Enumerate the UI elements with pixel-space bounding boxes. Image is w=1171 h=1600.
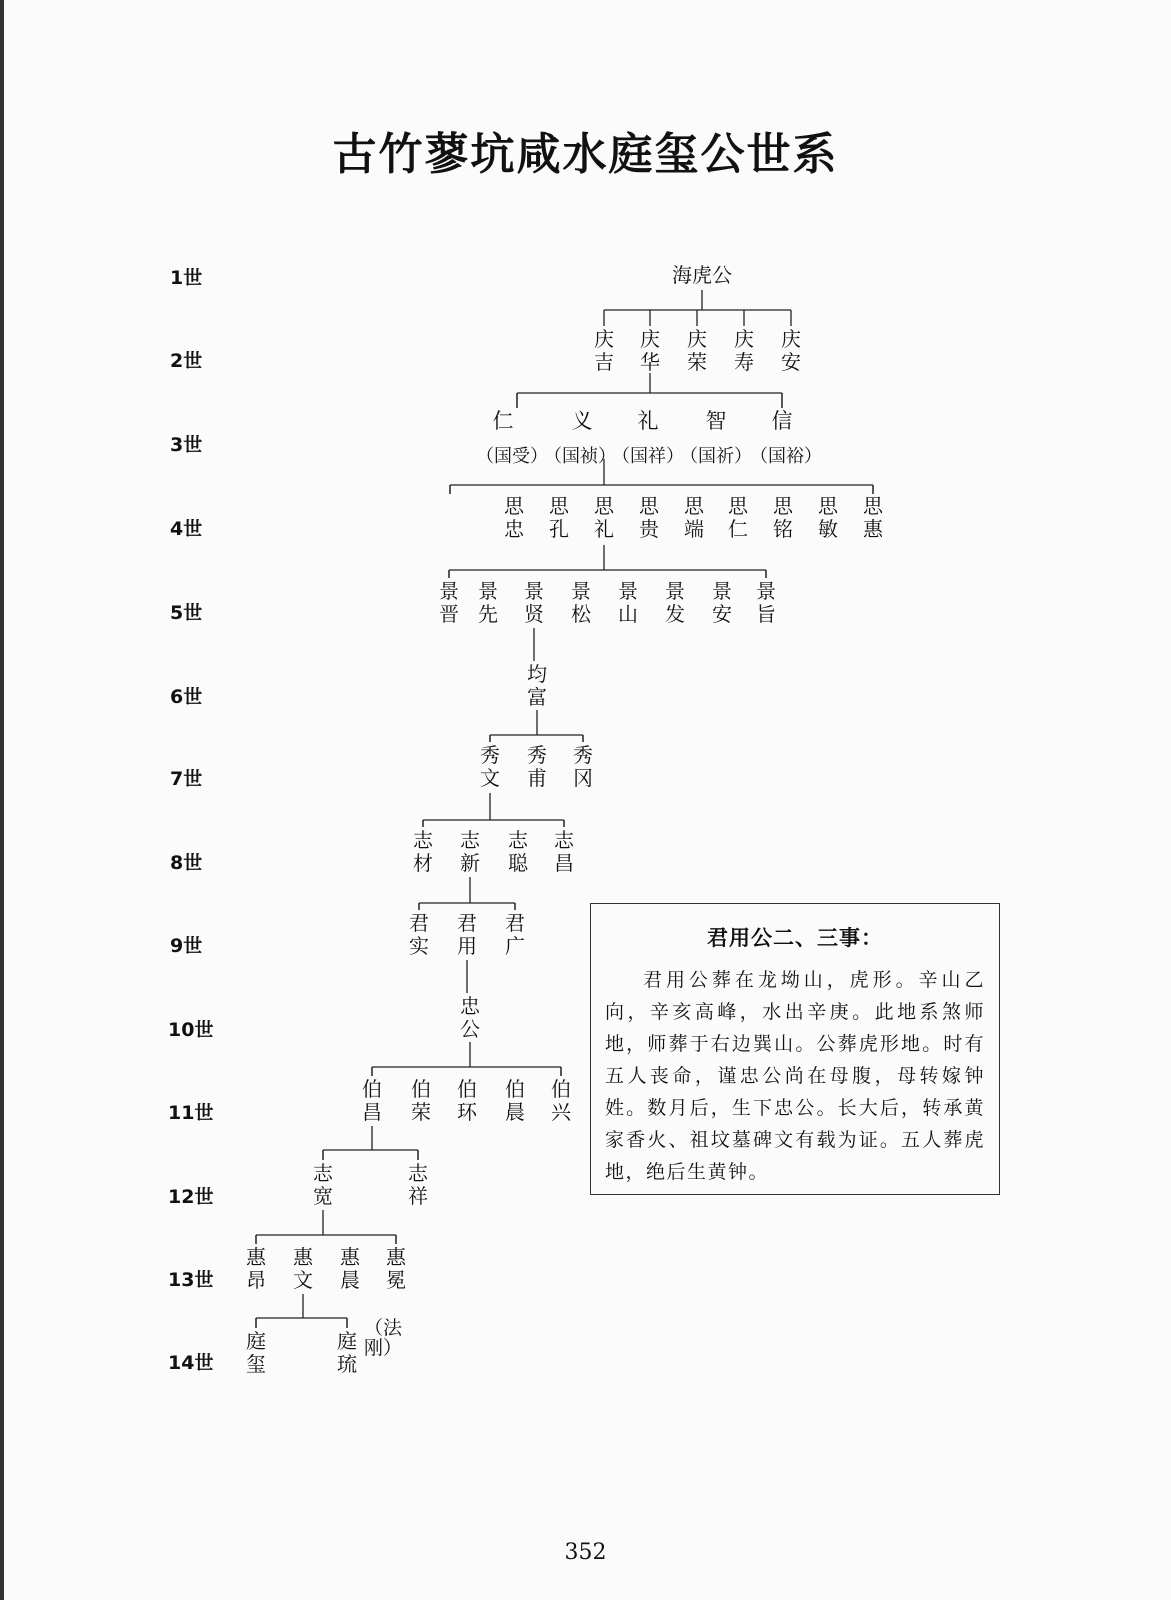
person-name: 伯环	[457, 1077, 477, 1124]
person-name: 志聪	[508, 828, 528, 875]
person-name: 景发	[665, 579, 685, 626]
generation-label: 1世	[170, 267, 203, 289]
person-name: 景山	[618, 579, 638, 626]
person-name: 秀文	[480, 743, 500, 790]
person-name: 景安	[712, 579, 732, 626]
person-name: 思惠	[863, 494, 883, 541]
person-name: 庆吉	[594, 327, 614, 374]
note-box	[590, 903, 1000, 1195]
alt-name: （国受）	[476, 446, 548, 467]
person-name: 智	[705, 409, 727, 433]
page-title: 古竹蓼坑咸水庭玺公世系	[332, 129, 839, 180]
person-name: 伯晨	[505, 1077, 525, 1124]
person-name: 志祥	[408, 1161, 428, 1208]
person-name: 秀冈	[573, 743, 593, 790]
generation-label: 13世	[168, 1269, 214, 1291]
person-name: 思仁	[728, 494, 748, 541]
generation-label: 8世	[170, 852, 203, 874]
alt-name: （国祥）	[612, 446, 684, 467]
person-name: 庭玺	[246, 1329, 266, 1376]
person-name: 思敏	[818, 494, 838, 541]
note-title: 君用公二、三事：	[707, 925, 883, 950]
person-name: 庆寿	[734, 327, 754, 374]
person-name: 海虎公	[672, 263, 732, 287]
person-name: 忠公	[460, 994, 480, 1041]
person-name: 惠冕	[386, 1245, 406, 1292]
person-name: 伯昌	[362, 1077, 382, 1124]
person-name: 惠文	[293, 1245, 313, 1292]
person-name: 庆华	[640, 327, 660, 374]
page-number: 352	[564, 1540, 607, 1565]
person-name: 庭琉	[337, 1329, 357, 1376]
person-name: 景松	[571, 579, 591, 626]
alt-name: （国祯）	[544, 446, 616, 467]
person-name: 庆荣	[687, 327, 707, 374]
generation-label: 5世	[170, 602, 203, 624]
person-name: 思贵	[639, 494, 659, 541]
generation-label: 2世	[170, 350, 203, 372]
alt-name: （国祈）	[680, 446, 752, 467]
person-name: 君广	[505, 911, 525, 958]
person-name: 惠晨	[340, 1245, 360, 1292]
person-name: 志昌	[554, 828, 574, 875]
person-name: 思端	[684, 494, 704, 541]
generation-label: 6世	[170, 686, 203, 708]
person-name: 礼	[637, 409, 659, 433]
person-name: 信	[771, 409, 793, 433]
person-name: 思忠	[504, 494, 524, 541]
generation-label: 7世	[170, 768, 203, 790]
person-name: 景晋	[439, 579, 459, 626]
person-name: 景旨	[756, 579, 776, 626]
person-name: 均富	[527, 662, 547, 709]
generation-label: 9世	[170, 935, 203, 957]
person-name: 志材	[413, 828, 433, 875]
person-name: 庆安	[781, 327, 801, 374]
person-name: 秀甫	[527, 743, 547, 790]
alias-note: （法刚）	[364, 1317, 403, 1359]
person-name: 思孔	[549, 494, 569, 541]
note-body: 君用公葬在龙坳山，虎形。辛山乙向，辛亥高峰，水出辛庚。此地系煞师地，师葬于右边巽山。公葬虎形地。时有五人丧命，谨忠公尚在母腹，母转嫁钟姓。数月后，生下忠公。长大后，转承黄家香火、祖坟墓碑文有载为证。五人葬虎地，绝后生黄钟。	[605, 969, 985, 1183]
generation-label: 11世	[168, 1102, 214, 1124]
alt-name: （国裕）	[750, 446, 822, 467]
person-name: 思铭	[773, 494, 793, 541]
generation-label: 10世	[168, 1019, 214, 1041]
person-name: 志宽	[313, 1161, 333, 1208]
person-name: 景先	[478, 579, 498, 626]
person-name: 君实	[409, 911, 429, 958]
generation-label: 4世	[170, 518, 203, 540]
generation-label: 3世	[170, 434, 203, 456]
person-name: 义	[571, 409, 593, 433]
person-name: 志新	[460, 828, 480, 875]
person-name: 惠昂	[246, 1245, 266, 1292]
person-name: 君用	[457, 911, 477, 958]
person-name: 伯荣	[411, 1077, 431, 1124]
person-name: 思礼	[594, 494, 614, 541]
person-name: 伯兴	[551, 1077, 571, 1124]
person-name: 景贤	[524, 579, 544, 626]
person-name: 仁	[492, 409, 514, 433]
generation-label: 12世	[168, 1186, 214, 1208]
generation-label: 14世	[168, 1352, 214, 1374]
